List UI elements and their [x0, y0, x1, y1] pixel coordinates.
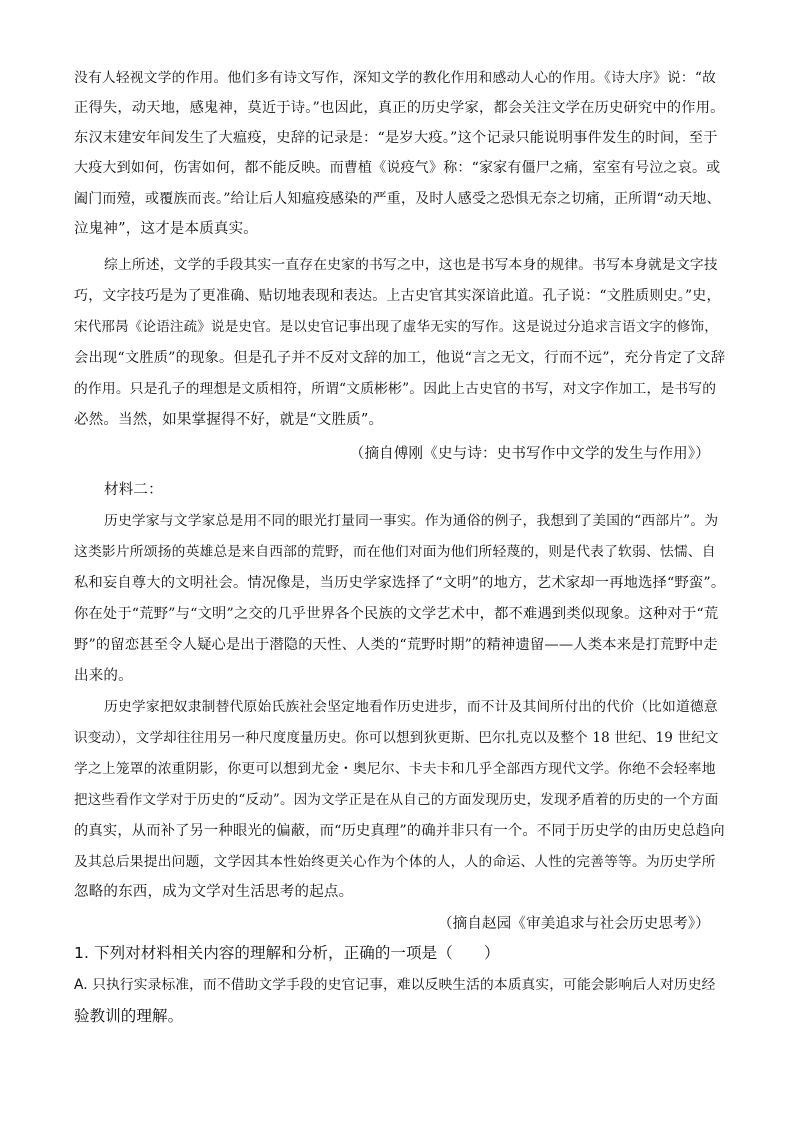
paragraph-line: 历史学家与文学家总是用不同的眼光打量同一事实。作为通俗的例子，我想到了美国的“西部片”。为: [104, 513, 719, 529]
paragraph-line: 阖门而殪，或覆族而丧。”给让后人知瘟疫感染的严重，及时人感受之恐惧无奈之切痛，正所谓“动天地、: [74, 191, 721, 207]
option-a: A. 只执行实录标准，而不借助文学手段的史官记事，难以反映生活的本质真实，可能会影响后人对历史经: [74, 977, 716, 993]
paragraph-line: 出来的。: [74, 668, 133, 684]
source-citation: （摘自傅刚《史与诗：史书写作中文学的发生与作用》）: [349, 446, 710, 462]
paragraph-line: 野”的留恋甚至令人疑心是出于潜隐的天性、人类的“荒野时期”的精神遗留——人类本来是打荒野中走: [74, 637, 718, 653]
paragraph-line: 正得失，动天地，感鬼神，莫近于诗。”也因此，真正的历史学家，都会关注文学在历史研究中的作用。: [74, 100, 725, 116]
paragraph-line: 把这些看作文学对于历史的“反动”。因为文学正是在从自己的方面发现历史，发现矛盾着的历史的一个方面: [74, 792, 719, 808]
paragraph-line: 学之上笼罩的浓重阴影，你更可以想到尤金・奥尼尔、卡夫卡和几乎全部西方现代文学。你绝不会轻率地: [74, 761, 716, 777]
paragraph-line: 的作用。只是孔子的理想是文质相符，所谓“文质彬彬”。因此上古史官的书写，对文字作加工，是书写的: [74, 381, 717, 397]
section-label: 材料二：: [104, 482, 163, 498]
paragraph-line: 识变动），文学却往往用另一种尺度度量历史。你可以想到狄更斯、巴尔扎克以及整个 18 世纪、19 世纪文: [74, 730, 719, 746]
paragraph-line: 大疫大到如何，伤害如何，都不能反映。而曹植《说疫气》称：“家家有僵尸之痛，室室有号泣之哀。或: [74, 160, 721, 176]
option-a-continued: 验教训的理解。: [74, 1007, 184, 1025]
paragraph-line: 私和妄自尊大的文明社会。情况像是，当历史学家选择了“文明”的地方，艺术家却一再地选择“野蛮”。: [74, 575, 726, 591]
paragraph-line: 东汉末建安年间发生了大瘟疫，史辞的记录是：“是岁大疫。”这个记录只能说明事件发生的时间，至于: [74, 130, 718, 146]
paragraph-line: 及其总后果提出问题，文学因其本性始终更关心作为个体的人，人的命运、人性的完善等等。为历史学所: [74, 854, 716, 870]
paragraph-line: 历史学家把奴隶制替代原始氏族社会坚定地看作历史进步，而不计及其间所付出的代价（比如道德意: [104, 699, 718, 715]
paragraph-line: 会出现“文胜质”的现象。但是孔子并不反对文辞的加工，他说“言之无文，行而不远”，充分肯定了文辞: [74, 350, 726, 366]
paragraph-line: 的真实，从而补了另一种眼光的偏蔽，而“历史真理”的确并非只有一个。不同于历史学的由历史总趋向: [74, 823, 725, 839]
paragraph-line: 你在处于“荒野”与“文明”之交的几乎世界各个民族的文学艺术中，都不难遇到类似现象。这种对于“荒: [74, 606, 719, 622]
paragraph-line: 必然。当然，如果掌握得不好，就是“文胜质”。: [74, 412, 384, 428]
paragraph-line: 忽略的东西，成为文学对生活思考的起点。: [74, 884, 354, 900]
paragraph-line: 综上所述，文学的手段其实一直存在史家的书写之中，这也是书写本身的规律。书写本身就是文字技: [104, 257, 718, 273]
question-stem: 1. 下列对材料相关内容的理解和分析，正确的一项是（ ）: [74, 944, 500, 962]
paragraph-line: 泣鬼神”，这才是本质真实。: [74, 221, 259, 237]
source-citation: （摘自赵园《审美追求与社会历史思考》）: [437, 916, 710, 932]
paragraph-line: 这类影片所颂扬的英雄总是来自西部的荒野，而在他们对面为他们所轻蔑的，则是代表了软弱、怯懦、自: [74, 544, 716, 560]
paragraph-line: 巧，文字技巧是为了更准确、贴切地表现和表达。上古史官其实深谙此道。孔子说：“文胜质则史。”史，: [74, 288, 721, 304]
paragraph-line: 没有人轻视文学的作用。他们多有诗文写作，深知文学的教化作用和感动人心的作用。《诗大序》说：“故: [74, 70, 717, 86]
paragraph-line: 宋代邢昺《论语注疏》说是史官。是以史官记事出现了虚华无实的写作。这是说过分追求言语文字的修饰，: [74, 319, 718, 335]
